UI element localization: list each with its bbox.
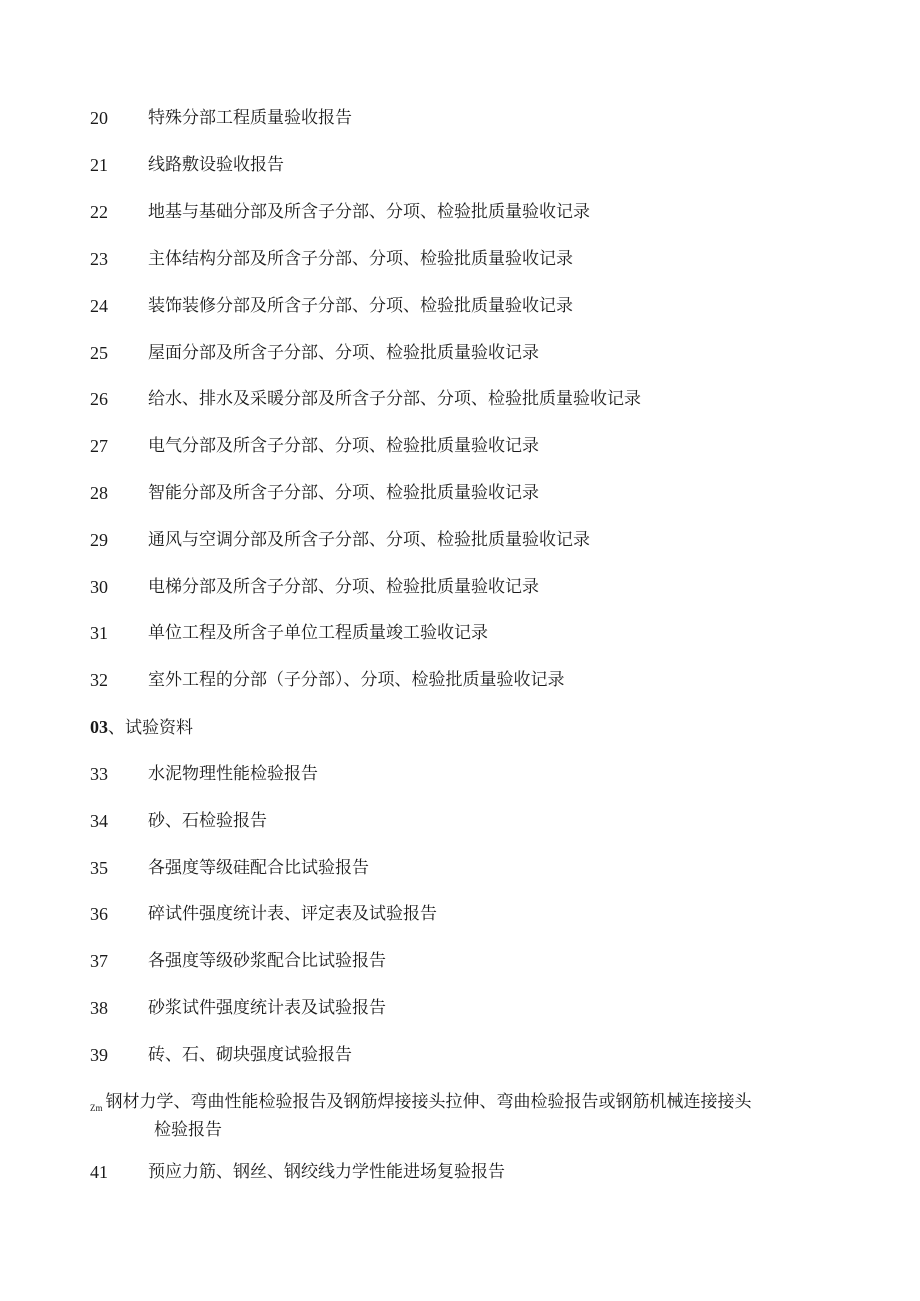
item-text: 各强度等级硅配合比试验报告: [148, 858, 369, 878]
item-number: 33: [90, 764, 108, 784]
item-line-1: [90, 1091, 830, 1119]
item-number: 21: [90, 155, 108, 175]
item-number: 35: [90, 858, 108, 878]
item-number: 27: [90, 436, 108, 456]
item-number: 28: [90, 483, 108, 503]
section-heading: [90, 715, 193, 739]
item-text: 碎试件强度统计表、评定表及试验报告: [148, 904, 437, 924]
item-number: 32: [90, 670, 108, 690]
item-number: 31: [90, 623, 108, 643]
item-text: 水泥物理性能检验报告: [148, 764, 318, 784]
section-number: 03: [90, 717, 108, 737]
item-text: 钢材力学、弯曲性能检验报告及钢筋焊接接头拉伸、弯曲检验报告或钢筋机械连接接头: [105, 1092, 752, 1112]
item-number: 26: [90, 389, 108, 409]
item-text: 装饰装修分部及所含子分部、分项、检验批质量验收记录: [148, 296, 573, 316]
item-text: 单位工程及所含子单位工程质量竣工验收记录: [148, 623, 488, 643]
item-text: 室外工程的分部（子分部）、分项、检验批质量验收记录: [148, 670, 565, 690]
item-text: 电气分部及所含子分部、分项、检验批质量验收记录: [148, 436, 539, 456]
item-text: 给水、排水及采暖分部及所含子分部、分项、检验批质量验收记录: [148, 389, 641, 409]
item-number: 20: [90, 108, 108, 128]
item-number: Zm: [90, 1103, 103, 1113]
item-text: 地基与基础分部及所含子分部、分项、检验批质量验收记录: [148, 202, 590, 222]
item-number: 41: [90, 1162, 108, 1182]
item-number: 39: [90, 1045, 108, 1065]
item-text: 砂浆试件强度统计表及试验报告: [148, 998, 386, 1018]
item-number: 34: [90, 811, 108, 831]
item-text: 通风与空调分部及所含子分部、分项、检验批质量验收记录: [148, 530, 590, 550]
item-number: 25: [90, 343, 108, 363]
item-text: 智能分部及所含子分部、分项、检验批质量验收记录: [148, 483, 539, 503]
item-text: 屋面分部及所含子分部、分项、检验批质量验收记录: [148, 343, 539, 363]
item-number: 30: [90, 577, 108, 597]
item-number: 38: [90, 998, 108, 1018]
item-text: 线路敷设验收报告: [148, 155, 284, 175]
item-text: 各强度等级砂浆配合比试验报告: [148, 951, 386, 971]
item-line-2: 检验报告: [154, 1120, 222, 1140]
item-number: 37: [90, 951, 108, 971]
item-number: 36: [90, 904, 108, 924]
item-text: 主体结构分部及所含子分部、分项、检验批质量验收记录: [148, 249, 573, 269]
item-number: 23: [90, 249, 108, 269]
item-number: 22: [90, 202, 108, 222]
item-number: 24: [90, 296, 108, 316]
item-text: 预应力筋、钢丝、钢绞线力学性能进场复验报告: [148, 1162, 505, 1182]
section-title: 、试验资料: [108, 718, 193, 738]
item-text: 特殊分部工程质量验收报告: [148, 108, 352, 128]
item-text: 砂、石检验报告: [148, 811, 267, 831]
item-number: 29: [90, 530, 108, 550]
list-item-wrapped: [90, 1091, 830, 1141]
item-text: 砖、石、砌块强度试验报告: [148, 1045, 352, 1065]
item-text: 电梯分部及所含子分部、分项、检验批质量验收记录: [148, 577, 539, 597]
